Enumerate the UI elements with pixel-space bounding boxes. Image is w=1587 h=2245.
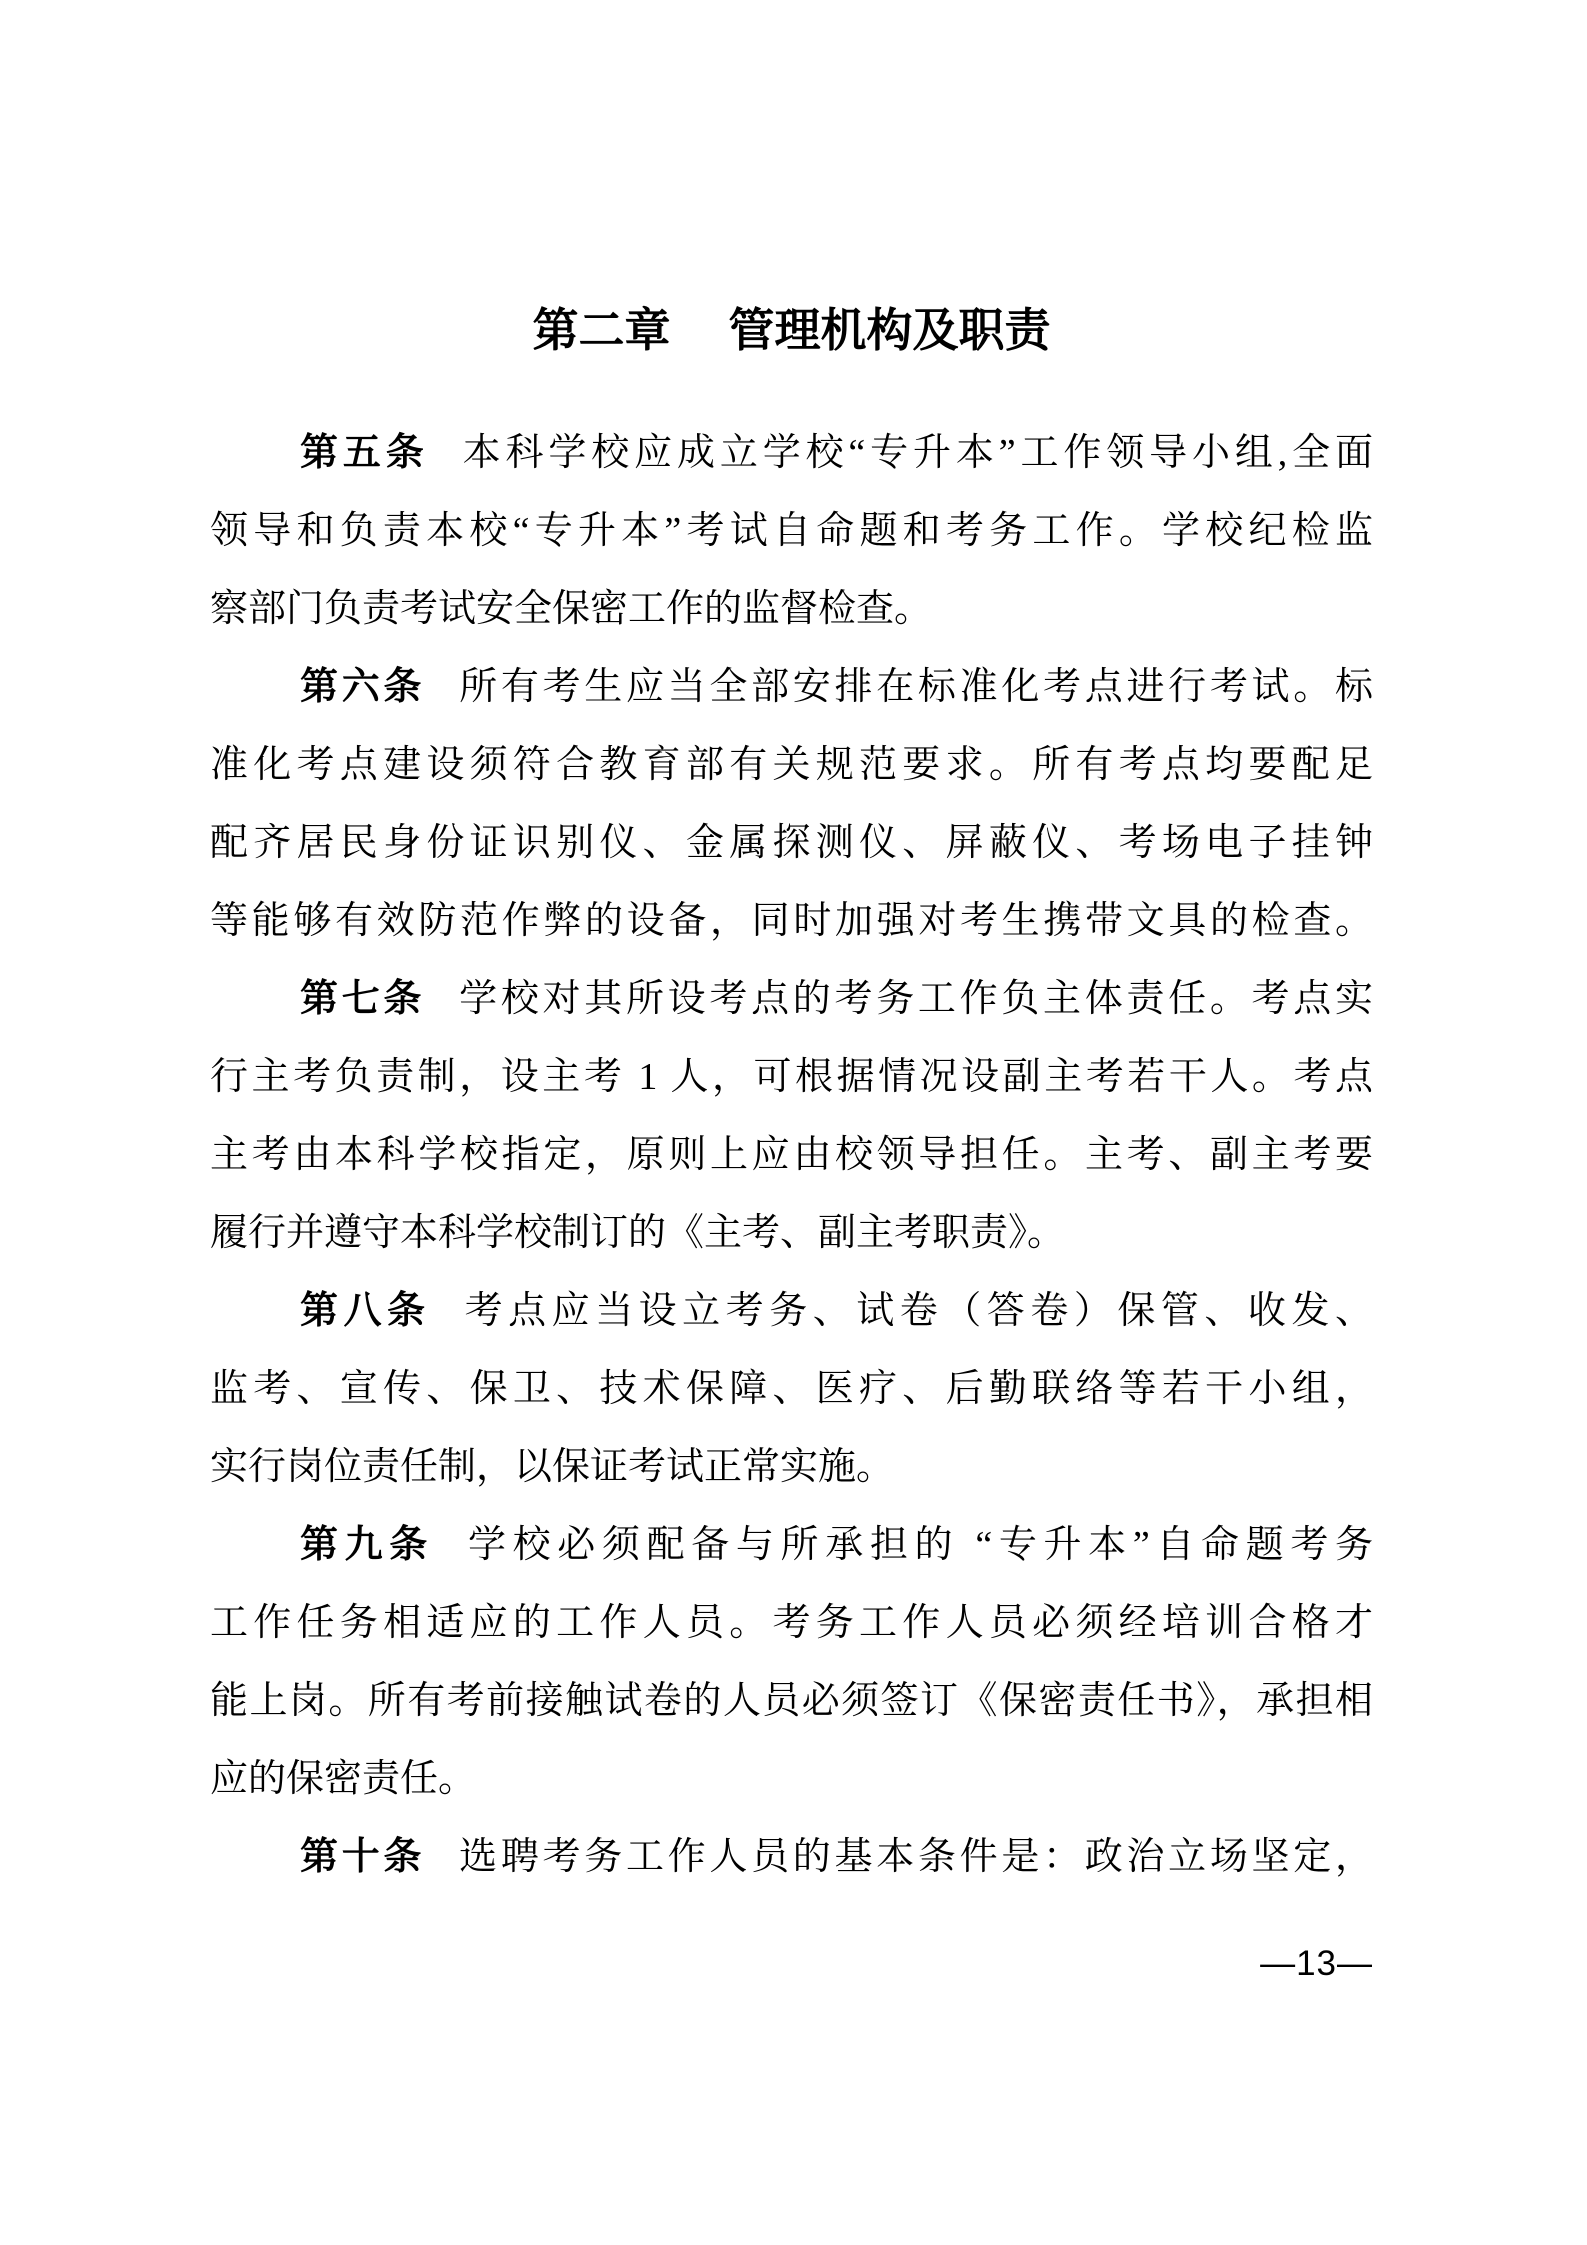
article-5-label: 第五条	[300, 432, 429, 474]
article-7-line-4	[210, 1194, 1373, 1272]
text-line: 能上岗。所有考前接触试卷的人员必须签订《保密责任书》，承担相	[210, 1680, 1373, 1722]
chapter-heading	[210, 300, 1373, 360]
article-8-line-2	[210, 1350, 1373, 1428]
article-7-line-2	[210, 1038, 1373, 1116]
text-line: 行主考负责制，设主考 1 人，可根据情况设副主考若干人。考点	[210, 1056, 1373, 1098]
text-line: 监考、宣传、保卫、技术保障、医疗、后勤联络等若干小组，	[210, 1368, 1373, 1410]
article-6-line-2	[210, 726, 1373, 804]
article-5-line-3	[210, 570, 1373, 648]
text-line: 察部门负责考试安全保密工作的监督检查。	[210, 588, 933, 630]
body-text	[210, 414, 1373, 1896]
text-line: 应的保密责任。	[210, 1758, 477, 1800]
article-9-line-3	[210, 1662, 1373, 1740]
article-6-line-1	[210, 648, 1373, 726]
article-9-line-2	[210, 1584, 1373, 1662]
text-line: 履行并遵守本科学校制订的《主考、副主考职责》。	[210, 1212, 1066, 1254]
article-8-line-1	[210, 1272, 1373, 1350]
text-line: 等能够有效防范作弊的设备，同时加强对考生携带文具的检查。	[210, 900, 1373, 942]
article-8-label: 第八条	[300, 1290, 431, 1332]
article-10-label: 第十条	[300, 1836, 426, 1878]
article-6-line-3	[210, 804, 1373, 882]
text-line: 学校对其所设考点的考务工作负主体责任。考点实	[459, 978, 1373, 1020]
article-9-line-4	[210, 1740, 1373, 1818]
text-line: 主考由本科学校指定，原则上应由校领导担任。主考、副主考要	[210, 1134, 1373, 1176]
article-7-label: 第七条	[300, 978, 426, 1020]
article-9-line-1	[210, 1506, 1373, 1584]
chapter-number: 第二章	[532, 304, 671, 356]
article-5-line-1	[210, 414, 1373, 492]
text-line: 领导和负责本校“专升本”考试自命题和考务工作。学校纪检监	[210, 510, 1373, 552]
text-line: 学校必须配备与所承担的 “专升本”自命题考务	[467, 1524, 1373, 1566]
article-7-line-1	[210, 960, 1373, 1038]
article-5-line-2	[210, 492, 1373, 570]
article-9-label: 第九条	[300, 1524, 434, 1566]
text-line: 考点应当设立考务、试卷（答卷）保管、收发、	[464, 1290, 1373, 1332]
text-line: 配齐居民身份证识别仪、金属探测仪、屏蔽仪、考场电子挂钟	[210, 822, 1373, 864]
article-8-line-3	[210, 1428, 1373, 1506]
text-line: 准化考点建设须符合教育部有关规范要求。所有考点均要配足	[210, 744, 1373, 786]
page-number: —13—	[1260, 1944, 1373, 1983]
article-6-line-4	[210, 882, 1373, 960]
chapter-title: 管理机构及职责	[728, 304, 1051, 356]
text-line: 实行岗位责任制，以保证考试正常实施。	[210, 1446, 895, 1488]
article-7-line-3	[210, 1116, 1373, 1194]
text-line: 工作任务相适应的工作人员。考务工作人员必须经培训合格才	[210, 1602, 1373, 1644]
text-line: 所有考生应当全部安排在标准化考点进行考试。标	[459, 666, 1373, 708]
text-line: 本科学校应成立学校“专升本”工作领导小组,全面	[462, 432, 1373, 474]
text-line: 选聘考务工作人员的基本条件是：政治立场坚定，	[459, 1836, 1373, 1878]
article-6-label: 第六条	[300, 666, 426, 708]
article-10-line-1	[210, 1818, 1373, 1896]
